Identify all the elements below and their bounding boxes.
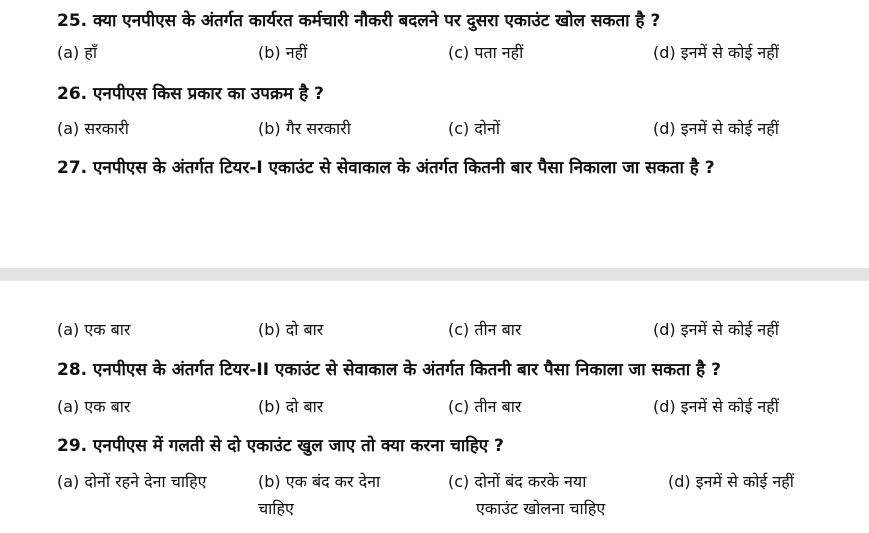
q26-option-c: (c) दोनों: [448, 119, 501, 138]
q26-option-a: (a) सरकारी: [57, 119, 129, 138]
question-29: 29. एनपीएस में गलती से दो एकाउंट खुल जाए तो क्या करना चाहिए ?: [57, 436, 504, 456]
q28-option-d: (d) इनमें से कोई नहीं: [653, 397, 779, 416]
q29-option-d: (d) इनमें से कोई नहीं: [668, 472, 794, 491]
question-25: 25. क्या एनपीएस के अंतर्गत कार्यरत कर्मचारी नौकरी बदलने पर दुसरा एकाउंट खोल सकता है ?: [57, 11, 661, 31]
q26-option-d: (d) इनमें से कोई नहीं: [653, 119, 779, 138]
question-28: 28. एनपीएस के अंतर्गत टियर-II एकाउंट से सेवाकाल के अंतर्गत कितनी बार पैसा निकाला जा सकता है ?: [57, 360, 721, 380]
q25-option-a: (a) हाँ: [57, 43, 98, 62]
question-26: 26. एनपीएस किस प्रकार का उपक्रम है ?: [57, 84, 324, 104]
q25-option-c: (c) पता नहीं: [448, 43, 524, 62]
q28-option-b: (b) दो बार: [258, 397, 324, 416]
q25-option-d: (d) इनमें से कोई नहीं: [653, 43, 779, 62]
q28-option-a: (a) एक बार: [57, 397, 131, 416]
q27-option-d: (d) इनमें से कोई नहीं: [653, 320, 779, 339]
q27-option-c: (c) तीन बार: [448, 320, 522, 339]
q28-option-c: (c) तीन बार: [448, 397, 522, 416]
page-break-divider: [0, 268, 869, 281]
q27-option-a: (a) एक बार: [57, 320, 131, 339]
q26-option-b: (b) गैर सरकारी: [258, 119, 351, 138]
q29-option-c: (c) दोनों बंद करके नया एकाउंट खोलना चाहिए: [448, 472, 606, 518]
question-27: 27. एनपीएस के अंतर्गत टियर-I एकाउंट से सेवाकाल के अंतर्गत कितनी बार पैसा निकाला जा सकता है ?: [57, 158, 715, 178]
q29-option-a: (a) दोनों रहने देना चाहिए: [57, 472, 207, 491]
q27-option-b: (b) दो बार: [258, 320, 324, 339]
q25-option-b: (b) नहीं: [258, 43, 308, 62]
q29-option-b: (b) एक बंद कर देना चाहिए: [258, 472, 381, 518]
